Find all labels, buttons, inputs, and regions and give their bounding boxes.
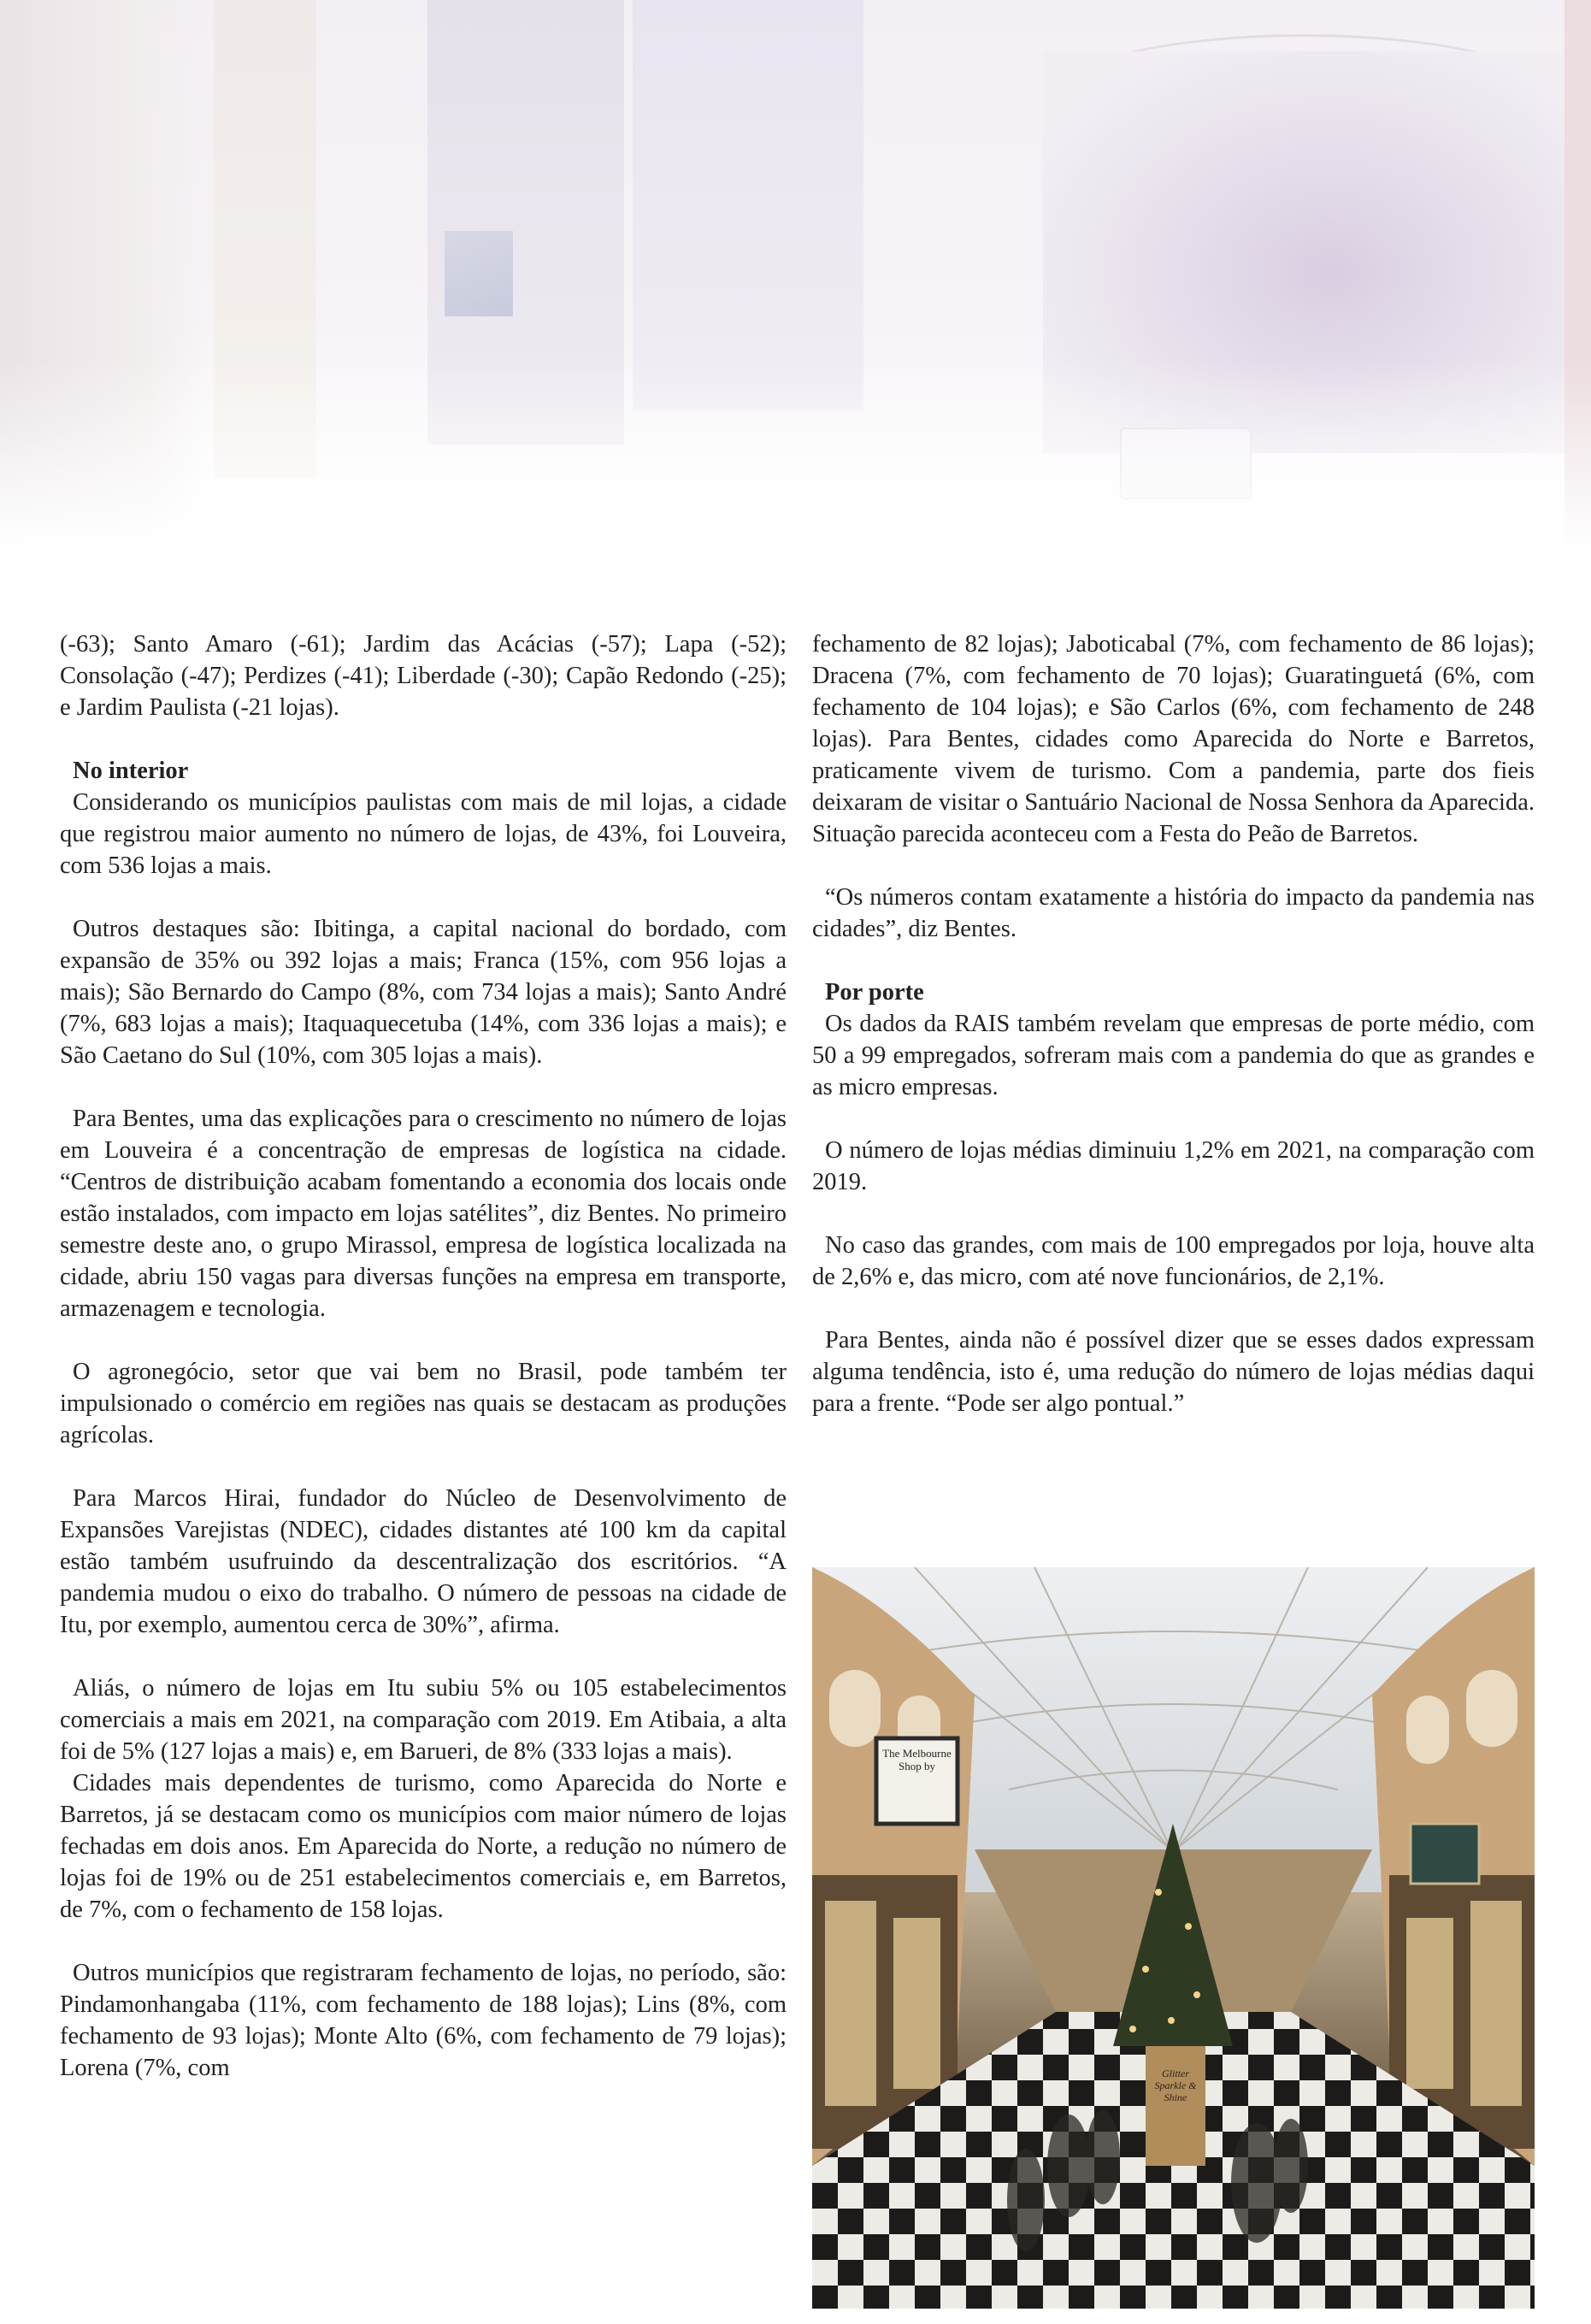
shop-sign: The Melbourne Shop by xyxy=(882,1747,952,1772)
article-column-right xyxy=(812,628,1535,1451)
photo-artwork xyxy=(445,231,513,316)
paragraph: Para Bentes, ainda não é possível dizer que se esses dados expressam alguma tendência, isto é, uma redução do número de lojas médias daqui para a frente. “Pode ser algo pontual.” xyxy=(812,1327,1535,1417)
paragraph: Outros municípios que registraram fechamento de lojas, no período, são: Pindamonhangaba (11%, com fechamento de 188 lojas); Lins (8%, com fechamento de 93 lojas); Monte Alto (6%, com fechamento de 79 lojas); Lorena (7%, com xyxy=(60,1960,787,2081)
paragraph: Outros destaques são: Ibitinga, a capital nacional do bordado, com expansão de 35% ou 392 lojas a mais; Franca (15%, com 956 lojas a mais); São Bernardo do Campo (8%, com 734 lojas a mais); Santo André (7%, 683 lojas a mais); Itaquaquecetuba (14%, com 336 lojas a mais); e São Caetano do Sul (10%, com 305 lojas a mais). xyxy=(60,916,787,1069)
paragraph: Os dados da RAIS também revelam que empresas de porte médio, com 50 a 99 empregados, sofreram mais com a pandemia do que as grandes e as micro empresas. xyxy=(812,1011,1535,1100)
paragraph: Considerando os municípios paulistas com mais de mil lojas, a cidade que registrou maior aumento no número de lojas, de 43%, foi Louveira, com 536 lojas a mais. xyxy=(60,789,787,879)
paragraph: No caso das grandes, com mais de 100 empregados por loja, houve alta de 2,6% e, das micro, com até nove funcionários, de 2,1%. xyxy=(812,1232,1535,1290)
pedestal-sign: Glitter Sparkle & Shine xyxy=(1154,2067,1197,2103)
paragraph: O número de lojas médias diminuiu 1,2% em 2021, na comparação com 2019. xyxy=(812,1137,1535,1195)
paragraph: Cidades mais dependentes de turismo, como Aparecida do Norte e Barretos, já se destacam como os municípios com maior número de lojas fechadas em dois anos. Em Aparecida do Norte, a redução no número de lojas foi de 19% ou de 251 estabelecimentos comerciais e, em Barretos, de 7%, com o fechamento de 158 lojas. xyxy=(60,1770,787,1923)
photo-fade xyxy=(0,359,1591,547)
arcade-illustration xyxy=(812,1567,1535,2309)
photo-wall-panel xyxy=(633,0,863,410)
paragraph: (-63); Santo Amaro (-61); Jardim das Acácias (-57); Lapa (-52); Consolação (-47); Perdizes (-41); Liberdade (-30); Capão Redondo (-25); e Jardim Paulista (-21 lojas). xyxy=(60,631,787,721)
paragraph: Para Marcos Hirai, fundador do Núcleo de Desenvolvimento de Expansões Varejistas (NDEC), cidades distantes até 100 km da capital estão também usufruindo da descentralização dos escritórios. “A pandemia mudou o eixo do trabalho. O número de pessoas na cidade de Itu, por exemplo, aumentou cerca de 30%”, afirma. xyxy=(60,1485,787,1638)
paragraph: Para Bentes, uma das explicações para o crescimento no número de lojas em Louveira é a concentração de empresas de logística na cidade. “Centros de distribuição acabam fomentando a economia dos locais onde estão instalados, com impacto em lojas satélites”, diz Bentes. No primeiro semestre deste ano, o grupo Mirassol, empresa de logística localizada na cidade, abriu 150 vagas para diversas funções na empresa em transporte, armazenagem e tecnologia. xyxy=(60,1106,787,1322)
arcade-photo xyxy=(812,1567,1535,2309)
paragraph: O agronegócio, setor que vai bem no Brasil, pode também ter impulsionado o comércio em regiões nas quais se destacam as produções agrícolas. xyxy=(60,1359,787,1448)
header-photo xyxy=(0,0,1591,547)
paragraph: Aliás, o número de lojas em Itu subiu 5% ou 105 estabelecimentos comerciais a mais em 2021, na comparação com 2019. Em Atibaia, a alta foi de 5% (127 lojas a mais) e, em Barueri, de 8% (333 lojas a mais). xyxy=(60,1675,787,1765)
section-heading: No interior xyxy=(73,758,189,784)
paragraph: fechamento de 82 lojas); Jaboticabal (7%, com fechamento de 86 lojas); Dracena (7%, com fechamento de 70 lojas); Guaratinguetá (6%, com fechamento de 104 lojas); e São Carlos (6%, com fechamento de 248 lojas). Para Bentes, cidades como Aparecida do Norte e Barretos, praticamente vivem de turismo. Com a pandemia, parte dos fieis deixaram de visitar o Santuário Nacional de Nossa Senhora da Aparecida. Situação parecida aconteceu com a Festa do Peão de Barretos. xyxy=(812,631,1535,847)
paragraph: “Os números contam exatamente a história do impacto da pandemia nas cidades”, diz Bentes. xyxy=(812,884,1535,942)
article-column-left xyxy=(60,628,787,2115)
section-heading: Por porte xyxy=(825,979,924,1006)
